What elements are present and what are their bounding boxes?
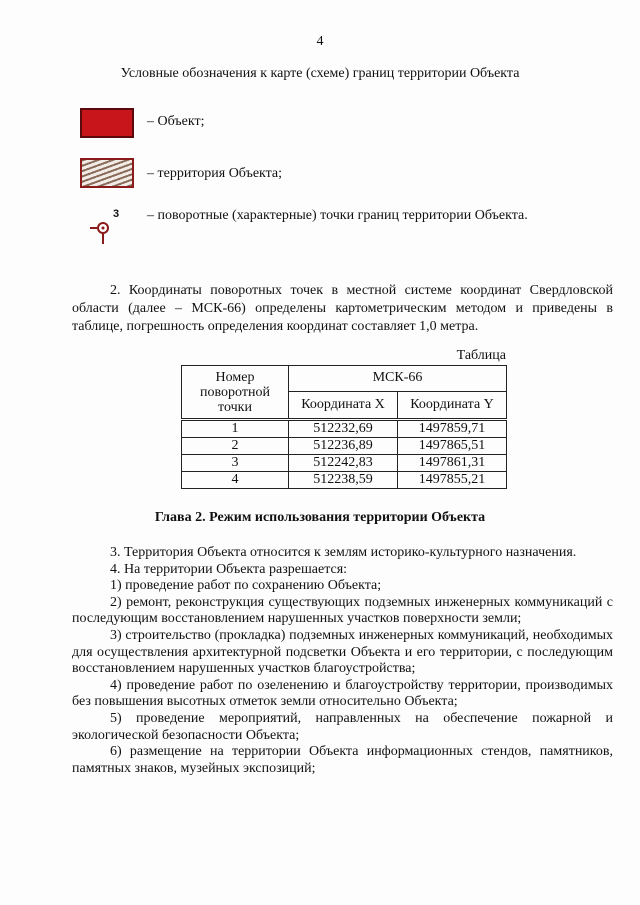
territory-hatch-swatch-icon	[80, 158, 134, 188]
list-item-2: 2) ремонт, реконструкция существующих подземных инженерных коммуникаций с последующим восстановлением нарушенных участков поверхности земли;	[72, 594, 613, 627]
cell-y: 1497859,71	[398, 420, 507, 438]
header-coordinate-x: Координата X	[289, 391, 398, 419]
chapter-title: Глава 2. Режим использования территории Объекта	[154, 510, 486, 525]
table-label: Таблица	[456, 348, 506, 363]
cell-point: 4	[182, 472, 289, 489]
page-number: 4	[316, 34, 324, 49]
section-2-paragraph: 2. Координаты поворотных точек в местной системе координат Свердловской области (далее – МСК-66) определены картометрическим методом и приведены в таблице, погрешность определения координат составляет 1,0 метра.	[72, 283, 613, 334]
table-row	[182, 472, 507, 489]
header-coordinate-system: МСК-66	[289, 366, 507, 392]
boundary-point-number: 3	[113, 208, 120, 220]
cell-y: 1497865,51	[398, 438, 507, 455]
paragraph-4: 4. На территории Объекта разрешается:	[110, 561, 348, 577]
table-row	[182, 420, 507, 438]
coordinates-table	[181, 365, 507, 489]
cell-y: 1497855,21	[398, 472, 507, 489]
cell-y: 1497861,31	[398, 455, 507, 472]
cell-point: 2	[182, 438, 289, 455]
table-row	[182, 438, 507, 455]
cell-x: 512238,59	[289, 472, 398, 489]
legend-label-territory: – территория Объекта;	[147, 166, 283, 181]
object-swatch-icon	[80, 108, 134, 138]
cell-point: 3	[182, 455, 289, 472]
paragraph-3: 3. Территория Объекта относится к землям историко-культурного назначения.	[110, 545, 577, 560]
header-point-number: Номер поворотной точки	[182, 366, 289, 420]
list-item-4: 4) проведение работ по озеленению и благоустройству территории, производимых без повышения высотных отметок земли относительно Объекта;	[72, 677, 613, 710]
legend-label-object: – Объект;	[147, 114, 205, 129]
header-coordinate-y: Координата Y	[398, 391, 507, 419]
regime-paragraphs	[72, 545, 613, 777]
cell-point: 1	[182, 420, 289, 438]
cell-x: 512232,69	[289, 420, 398, 438]
list-item-5: 5) проведение мероприятий, направленных на обеспечение пожарной и экологической безопасности Объекта;	[72, 710, 613, 743]
list-item-3: 3) строительство (прокладка) подземных инженерных коммуникаций, необходимых для осуществления архитектурной подсветки Объекта и его территории, с последующим восстановлением нарушенных участков благоустройства;	[72, 627, 613, 677]
list-item-6: 6) размещение на территории Объекта информационных стендов, памятников, памятных знаков, музейных экспозиций;	[72, 744, 613, 776]
legend-title: Условные обозначения к карте (схеме) границ территории Объекта	[120, 66, 520, 81]
cell-x: 512242,83	[289, 455, 398, 472]
boundary-point-icon	[86, 206, 126, 246]
cell-x: 512236,89	[289, 438, 398, 455]
legend-label-points: – поворотные (характерные) точки границ территории Объекта.	[147, 208, 528, 223]
table-row	[182, 455, 507, 472]
list-item-1: 1) проведение работ по сохранению Объекта;	[110, 578, 382, 594]
